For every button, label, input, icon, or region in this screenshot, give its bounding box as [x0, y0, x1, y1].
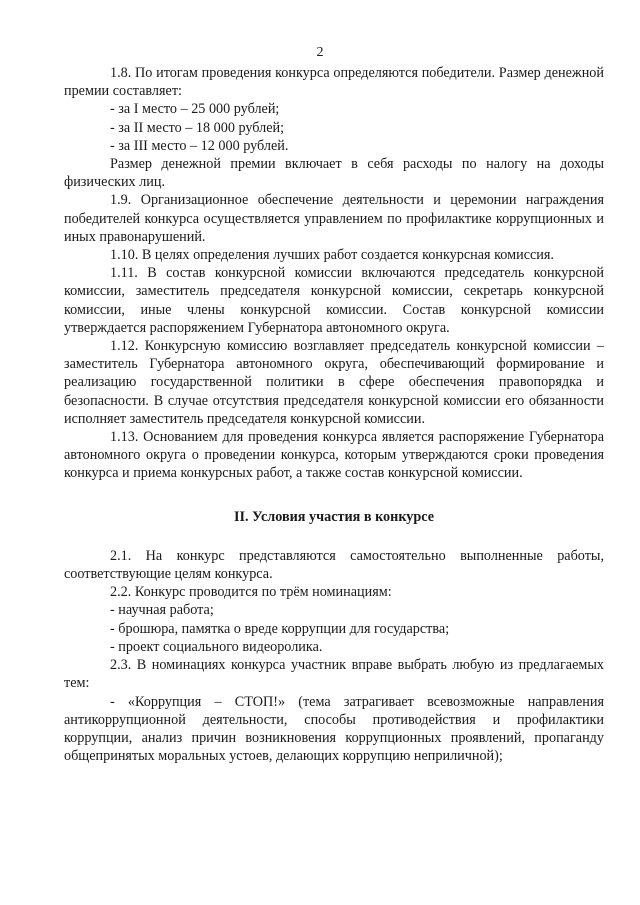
nomination-item: - научная работа;	[110, 602, 214, 619]
clause-1-13: 1.13. Основанием для проведения конкурса является распоряжение Губернатора автономного округа о проведении конкурса, которым утверждаются сроки проведения конкурса и приема конкурсных работ, а также состав конкурсной комиссии.	[64, 429, 604, 482]
prize-note: Размер денежной премии включает в себя расходы по налогу на доходы физических лиц.	[64, 156, 604, 191]
clause-1-9: 1.9. Организационное обеспечение деятельности и церемонии награждения победителей конкурса осуществляется управлением по профилактике коррупционных и иных правонарушений.	[64, 192, 604, 245]
document-body	[64, 64, 604, 765]
topic-item: - «Коррупция – СТОП!» (тема затрагивает всевозможные направления антикоррупционной деятельности, способы противодействия и профилактики коррупции, анализ причин возникновения коррупционных проявлений, пропаганду общепринятых моральных устоев, делающих коррупцию неприличной);	[64, 693, 604, 765]
section-heading: II. Условия участия в конкурсе	[233, 508, 435, 525]
prize-second: - за II место – 18 000 рублей;	[110, 119, 285, 136]
nomination-item: - брошюра, памятка о вреде коррупции для государства;	[110, 620, 450, 637]
clause-2-1: 2.1. На конкурс представляются самостоятельно выполненные работы, соответствующие целям конкурса.	[64, 547, 604, 583]
clause-2-2: 2.2. Конкурс проводится по трём номинациям:	[110, 584, 392, 601]
clause-1-11: 1.11. В состав конкурсной комиссии включаются председатель конкурсной комиссии, заместитель председателя конкурсной комиссии, секретарь конкурсной комиссии, иные члены конкурсной комиссии. Состав конкурсной комиссии утверждается распоряжением Губернатора автономного округа.	[64, 265, 604, 336]
nomination-item: - проект социального видеоролика.	[110, 638, 323, 655]
page-number: 2	[316, 45, 324, 60]
clause-1-12: 1.12. Конкурсную комиссию возглавляет председатель конкурсной комиссии – заместитель Губернатора автономного округа, обеспечивающий формирование и реализацию государственной политики в сфере обеспечения правопорядка и безопасности. В случае отсутствия председателя конкурсной комиссии его обязанности исполняет заместитель председателя конкурсной комиссии.	[64, 338, 604, 427]
clause-2-3: 2.3. В номинациях конкурса участник вправе выбрать любую из предлагаемых тем:	[64, 657, 604, 692]
prize-third: - за III место – 12 000 рублей.	[110, 137, 289, 154]
clause-1-10: 1.10. В целях определения лучших работ создается конкурсная комиссия.	[110, 247, 554, 264]
clause-1-8: 1.8. По итогам проведения конкурса определяются победители. Размер денежной премии составляет:	[64, 65, 604, 100]
prize-first: - за I место – 25 000 рублей;	[110, 101, 280, 118]
